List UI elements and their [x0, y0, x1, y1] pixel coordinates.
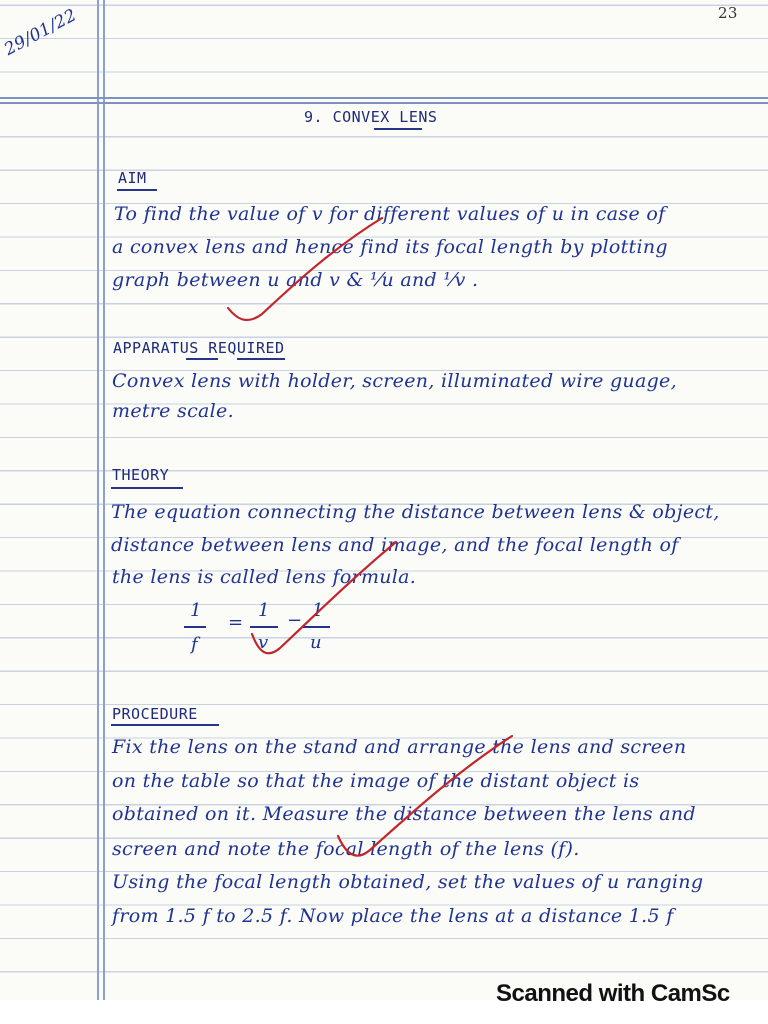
theory-heading: THEORY	[112, 466, 170, 484]
aim-line: a convex lens and hence find its focal length by plotting	[112, 236, 668, 258]
scanner-watermark: Scanned with CamSc	[496, 980, 730, 1007]
aim-line: graph between u and v & ¹⁄u and ¹⁄v .	[112, 269, 479, 291]
page-title: 9. CONVEX LENS	[304, 108, 438, 126]
apparatus-heading: APPARATUS REQUIRED	[113, 339, 285, 357]
procedure-line: Using the focal length obtained, set the values of u ranging	[112, 871, 704, 893]
procedure-heading: PROCEDURE	[112, 705, 198, 723]
theory-underline	[111, 487, 183, 489]
formula-term2-numerator: 1	[312, 600, 324, 621]
apparatus-line: Convex lens with holder, screen, illuminated wire guage,	[112, 370, 677, 392]
apparatus-underline-1	[186, 358, 218, 360]
aim-line: To find the value of v for different values of u in case of	[114, 203, 666, 225]
check-mark-procedure	[336, 732, 516, 862]
formula-minus: −	[287, 610, 303, 631]
theory-line: the lens is called lens formula.	[112, 566, 417, 588]
header-rule-1	[0, 97, 768, 99]
aim-underline	[117, 189, 157, 191]
apparatus-line: metre scale.	[112, 400, 234, 422]
page-number: 23	[718, 4, 738, 22]
procedure-line: obtained on it. Measure the distance between the lens and	[112, 803, 696, 825]
theory-line: distance between lens and image, and the focal length of	[111, 534, 679, 556]
procedure-line: screen and note the focal length of the lens (f).	[112, 838, 580, 860]
header-rule-2	[0, 102, 768, 104]
formula-equals: =	[228, 612, 244, 633]
procedure-line: on the table so that the image of the distant object is	[112, 770, 640, 792]
theory-line: The equation connecting the distance between lens & object,	[111, 501, 720, 523]
title-underline	[374, 128, 422, 130]
formula-lhs-numerator: 1	[190, 600, 202, 621]
margin-line-left	[97, 0, 99, 1000]
formula-term1-denominator: v	[258, 632, 269, 653]
procedure-underline	[111, 724, 219, 726]
formula-term2-denominator: u	[310, 632, 322, 653]
procedure-line: Fix the lens on the stand and arrange the lens and screen	[112, 736, 687, 758]
formula-lhs-denominator: f	[191, 634, 198, 655]
formula-term1-numerator: 1	[258, 600, 270, 621]
formula-lhs-bar	[184, 626, 206, 628]
apparatus-underline-2	[237, 358, 285, 360]
check-mark-aim	[226, 214, 386, 324]
date: 29/01/22	[1, 5, 81, 60]
check-mark-theory	[250, 538, 400, 658]
aim-heading: AIM	[118, 169, 147, 187]
procedure-line: from 1.5 f to 2.5 f. Now place the lens at a distance 1.5 f	[112, 905, 674, 927]
margin-line-right	[103, 0, 105, 1000]
